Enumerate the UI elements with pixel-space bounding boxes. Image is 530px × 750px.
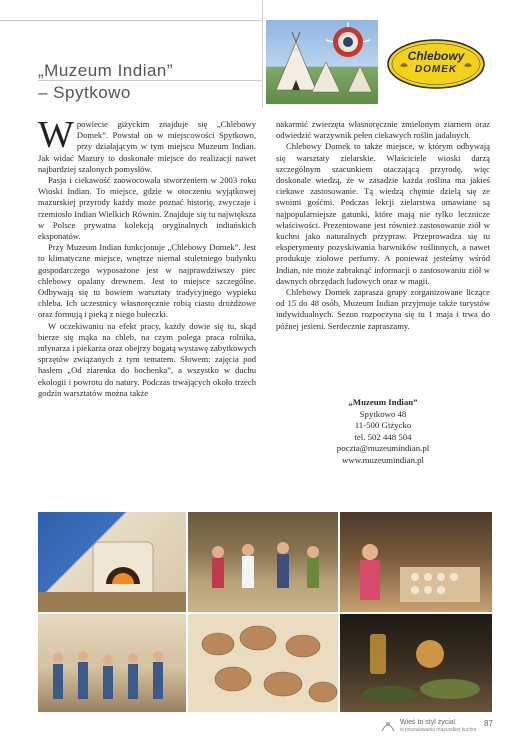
photo-kids-baking [340, 512, 492, 612]
paragraph-2: Pasja i ciekawość zaowocowała stworzeniem w 2003 roku Wioski Indian. To miejsce, gdzie w otoczeniu wyjątkowej mazurskiej przyrody każdy może poznać historię, zwyczaje i rzemiosło Indian Wielkich Równin. Znajduje się tu największa w Polsce prywatna kolekcją oryginalnych indiańskich eksponatów. [38, 175, 256, 242]
page-number: 87 [484, 719, 493, 728]
magazine-logo-icon [380, 719, 396, 733]
hall-illustration [38, 614, 186, 712]
article-title [38, 60, 258, 104]
photo-group-hall [38, 614, 186, 712]
photo-herbs-table [340, 614, 492, 712]
herbs-illustration [340, 614, 492, 712]
paragraph-4: W oczekiwaniu na efekt pracy, każdy dowie się tu, skąd bierze się mąka na chleb, na czym polega praca rolnika, młynarza i piekarza oraz obejrzy bogatą wystawę zabytkowych sprzętów związanych z tym tematem. Słowem: zajęcia pod hasłem „Od ziarenka do bochenka”, a wszystko w duchu ekologii i powrotu do natury. Podczas trwających około trzech godzin warsztatów można także [38, 320, 256, 398]
drop-cap: W [38, 114, 74, 156]
loaves-illustration [188, 614, 338, 712]
address-email[interactable]: poczta@muzeumindian.pl [336, 443, 430, 454]
logo-text-line-1: Chlebowy [407, 49, 465, 63]
group-illustration [188, 512, 338, 612]
address-city: 11-500 Giżycko [354, 420, 412, 431]
title-line-2: – Spytkowo [38, 83, 131, 102]
baking-illustration [340, 512, 492, 612]
logo-text-line-2: DOMEK [414, 64, 458, 75]
title-line-1: „Muzeum Indian” [38, 61, 174, 80]
address-name: „Muzeum Indian” [348, 397, 418, 407]
paragraph-1 [38, 114, 256, 175]
vertical-rule [262, 0, 263, 108]
photo-bread-loaves [188, 614, 338, 712]
tipi-illustration [266, 20, 378, 104]
paragraph-7: Chlebowy Domek zaprasza grupy zorganizowane liczące od 15 do 48 osób, Muzeum Indian przyjmuje także turystów indywidualnych. Sezon rozpoczyna się tu 1 maja i trwa do późnej jesieni. Serdecznie zapraszamy. [276, 287, 490, 331]
chlebowy-domek-logo [386, 38, 486, 90]
tipi-photo [266, 20, 378, 104]
paragraph-5: nakarmić zwierzęta własnoręcznie zmielonym ziarnem oraz odwiedzić warzywnik pełen ciekawych roślin jadalnych. [276, 119, 490, 141]
paragraph-3: Przy Muzeum Indian funkcjonuje „Chlebowy Domek”. Jest to klimatyczne miejsce, wnętrze niemal stuletniego budynku gospodarczego wyposażone jest w najprawdziwszy piec chlebowy opalany drewnem. Jest to miejsce szczególne. Odbywają się tu bowiem warsztaty tradycyjnego wypieku chleba. Ich uczestnicy własnoręcznie robią ciasto drożdżowe oraz formują i pieką z niego bułeczki. [38, 242, 256, 320]
oven-illustration [38, 512, 186, 612]
contact-address [276, 397, 490, 467]
top-rule [0, 20, 262, 21]
paragraph-1-text: powiecie giżyckim znajduje się „Chlebowy Domek”. Powstał on w miejscowości Spytkowo, przy działającym w tym miejscu Muzeum Indian. Jak widać Mazury to doskonałe miejsce do realizacji nawet najbardziej szalonych pomysłów. [38, 119, 256, 174]
address-phone: tel. 502 448 504 [354, 431, 412, 442]
magazine-subtitle: w poszukiwaniu mazurskiej kuchni [400, 727, 477, 733]
page-footer [380, 719, 500, 739]
article-column-2 [276, 119, 490, 332]
address-website[interactable]: www.muzeumindian.pl [341, 454, 424, 465]
photo-group-indoors [188, 512, 338, 612]
article-column-1 [38, 114, 256, 399]
address-street: Spytkowo 48 [359, 408, 407, 419]
magazine-name: Wieś to styl życia! [400, 719, 456, 726]
photo-bread-oven [38, 512, 186, 612]
paragraph-6: Chlebowy Domek to także miejsce, w którym odbywają się warsztaty zielarskie. Właściciele wioski darzą szczególnym szacunkiem otaczającą przyrodę, więc doskonale wiedzą, że w zasadzie każda roślina ma jakieś ciekawe zastosowanie. Tą wiedzą chętnie dzielą się ze swoimi gośćmi. Podczas lekcji zielarstwa omawiane są najpopularniejsze gatunki, które mają nie tylko lecznicze właściwości. Prezentowane jest również zastosowanie ziół w kuchni jako naturalnych przypraw. Przeprowadza się tu eksperymenty pozyskiwania barwników roślinnych, a nawet produkuje ziołowe perfumy. A ponieważ jesteśmy wśród Indian, nie może zabraknąć informacji o zastosowaniu ziół w dawnych obrzędach ludowych oraz w magii. [276, 141, 490, 286]
